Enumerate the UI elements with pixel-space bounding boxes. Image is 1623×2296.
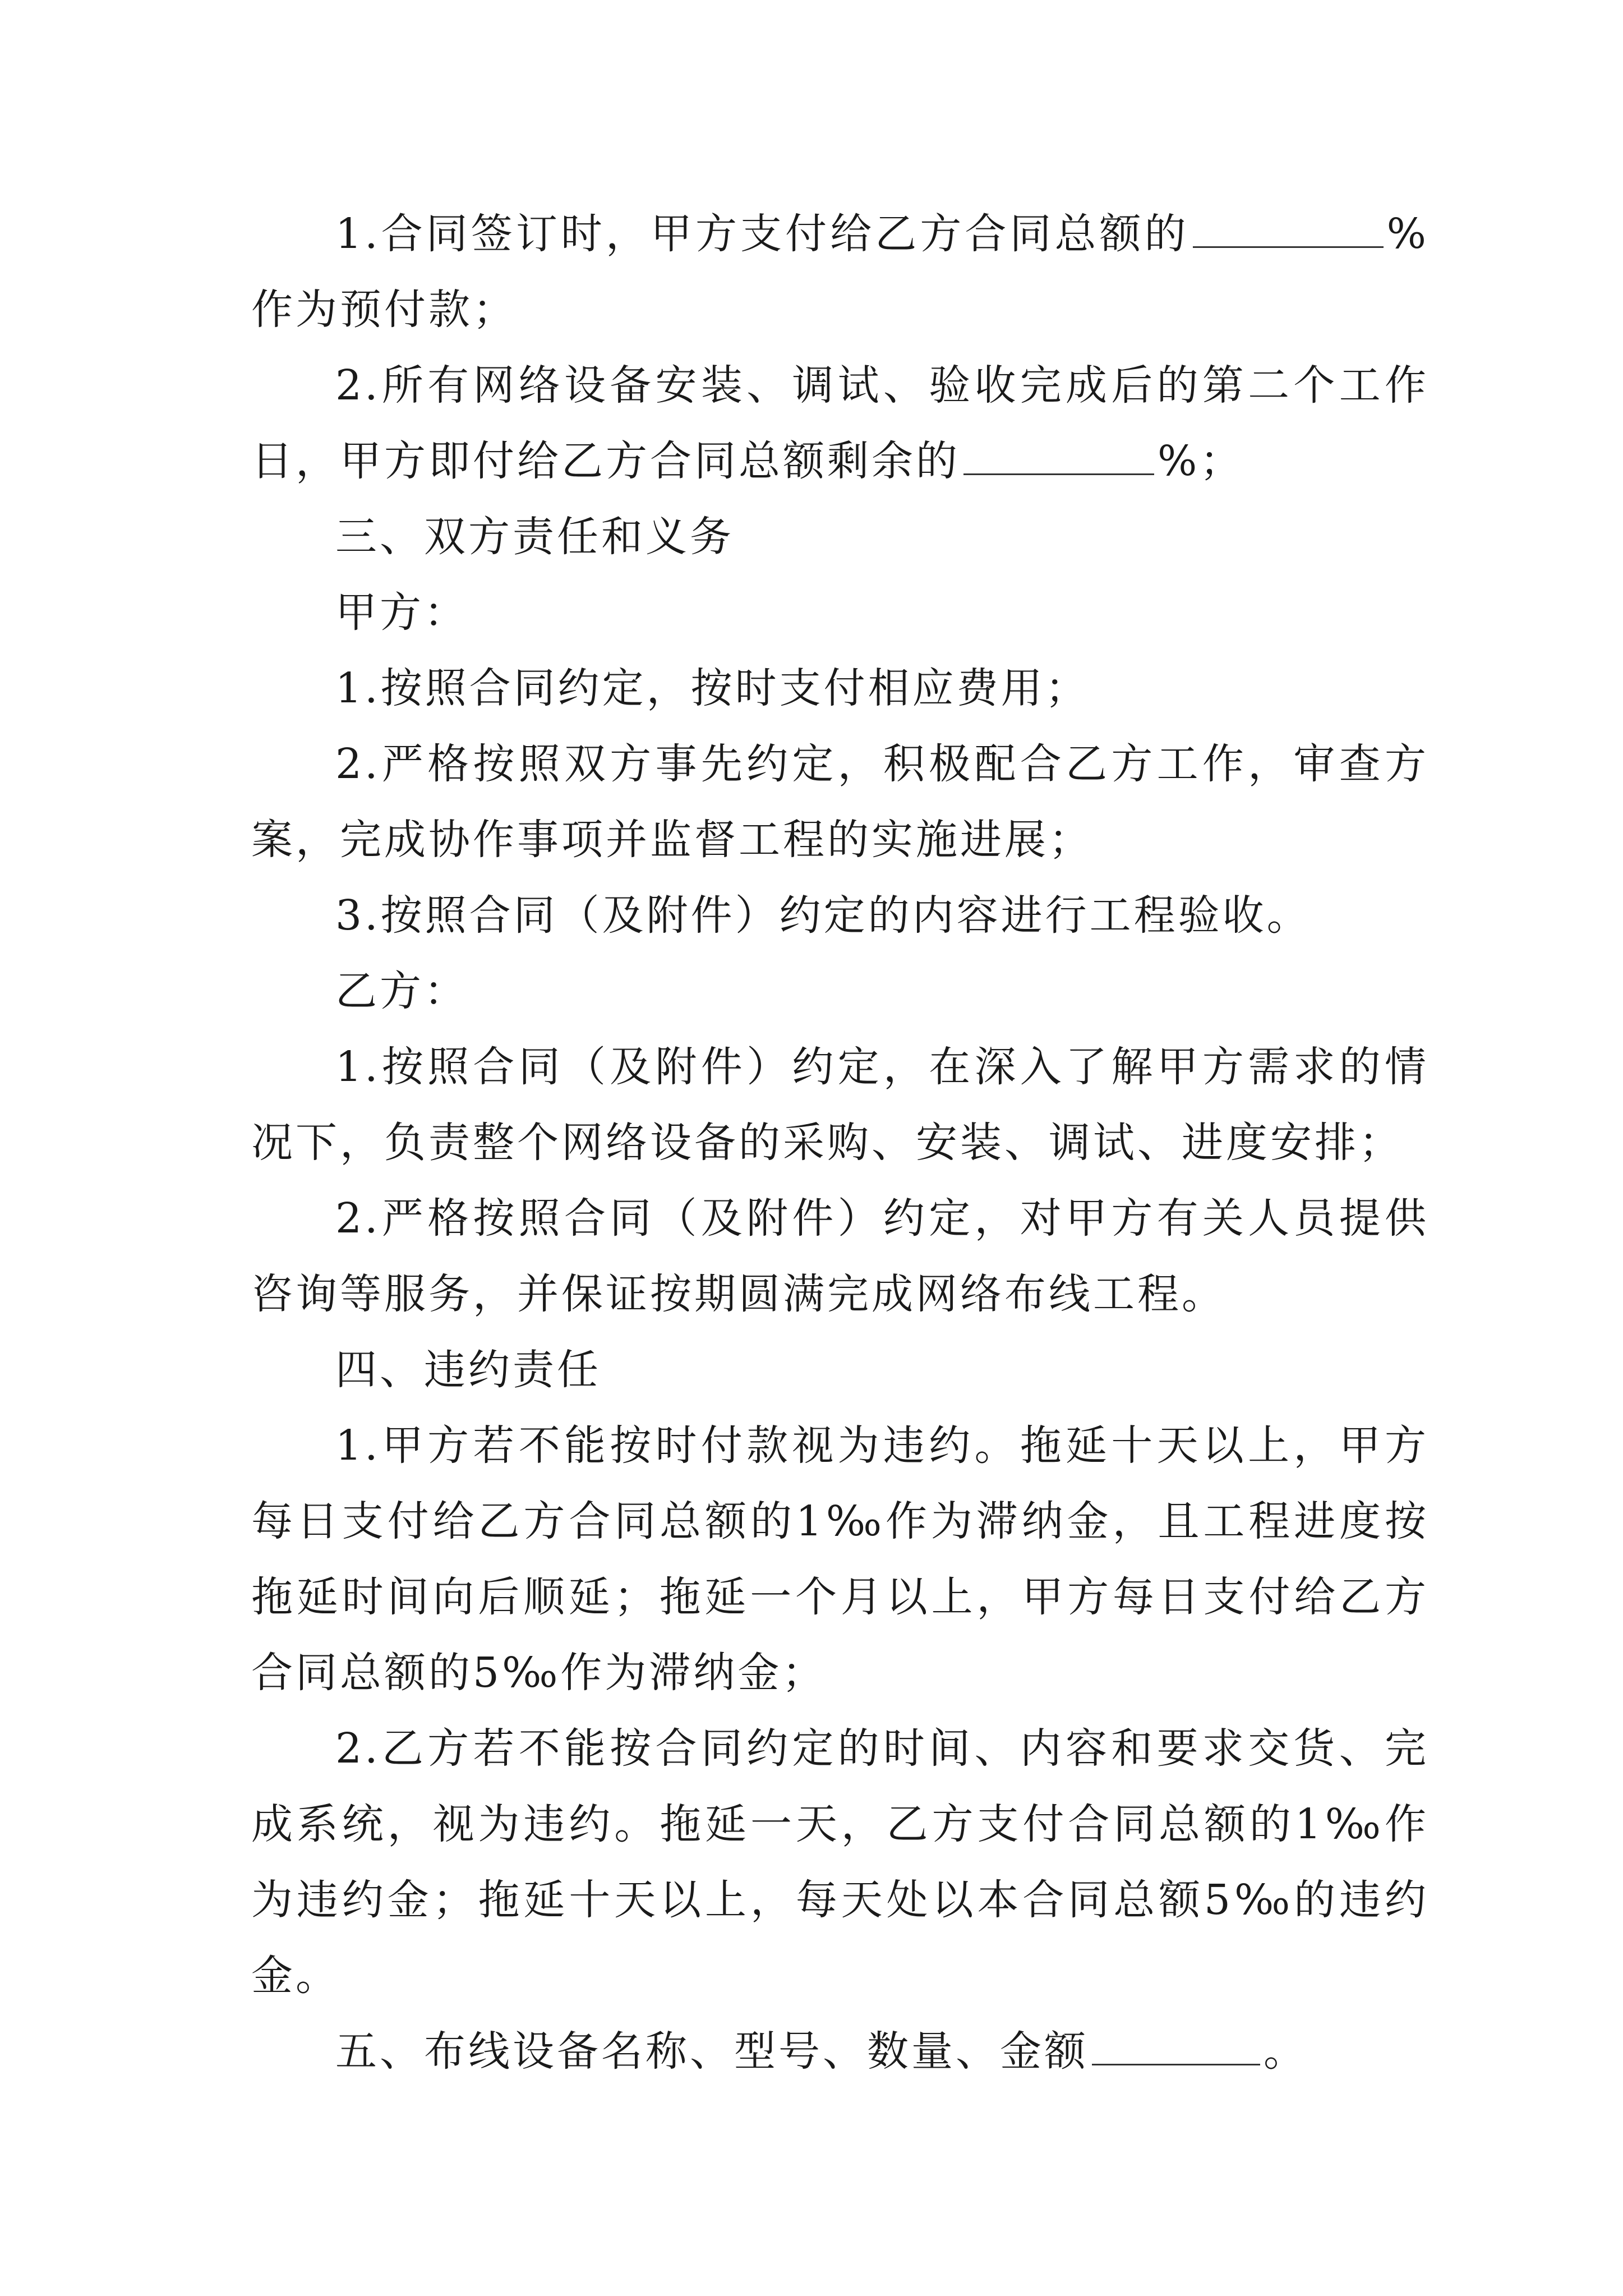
breach-clause-2: 2.乙方若不能按合同约定的时间、内容和要求交货、完成系统，视为违约。拖延一天，乙方支付合同总额的1‰作为违约金；拖延十天以上，每天处以本合同总额5‰的违约金。 xyxy=(251,1724,1429,2000)
fill-blank-prepayment-percent xyxy=(1193,207,1384,248)
party-b-duty-1: 1.按照合同（及附件）约定，在深入了解甲方需求的情况下，负责整个网络设备的采购、安装、调试、进度安排； xyxy=(251,1043,1429,1167)
section-heading-breach: 四、违约责任 xyxy=(335,1346,601,1394)
party-a-label: 甲方： xyxy=(335,588,468,637)
payment-clause-2: 2.所有网络设备安装、调试、验收完成后的第二个工作日，甲方即付给乙方合同总额剩余的 %； xyxy=(251,361,1429,485)
party-a-duty-3: 3.按照合同（及附件）约定的内容进行工程验收。 xyxy=(335,891,1311,940)
section-heading-equipment: 五、布线设备名称、型号、数量、金额 。 xyxy=(251,2014,1429,2090)
party-a-duty-1: 1.按照合同约定，按时支付相应费用； xyxy=(335,664,1090,712)
fill-blank-equipment xyxy=(1092,2024,1260,2065)
document-body xyxy=(251,196,1429,2090)
breach-clause-1: 1.甲方若不能按时付款视为违约。拖延十天以上，甲方每日支付给乙方合同总额的1‰作为滞纳金，且工程进度按拖延时间向后顺延；拖延一个月以上，甲方每日支付给乙方合同总额的5‰作为滞纳金； xyxy=(251,1421,1429,1697)
payment-clause-1: 1.合同签订时，甲方支付给乙方合同总额的 %作为预付款； xyxy=(251,196,1429,348)
fill-blank-remaining-percent xyxy=(963,434,1154,475)
party-a-duty-2: 2.严格按照双方事先约定，积极配合乙方工作，审查方案，完成协作事项并监督工程的实施进展； xyxy=(251,740,1429,864)
section-heading-responsibilities: 三、双方责任和义务 xyxy=(335,513,734,561)
party-b-duty-2: 2.严格按照合同（及附件）约定，对甲方有关人员提供咨询等服务，并保证按期圆满完成网络布线工程。 xyxy=(251,1194,1429,1318)
party-b-label: 乙方： xyxy=(335,967,468,1015)
